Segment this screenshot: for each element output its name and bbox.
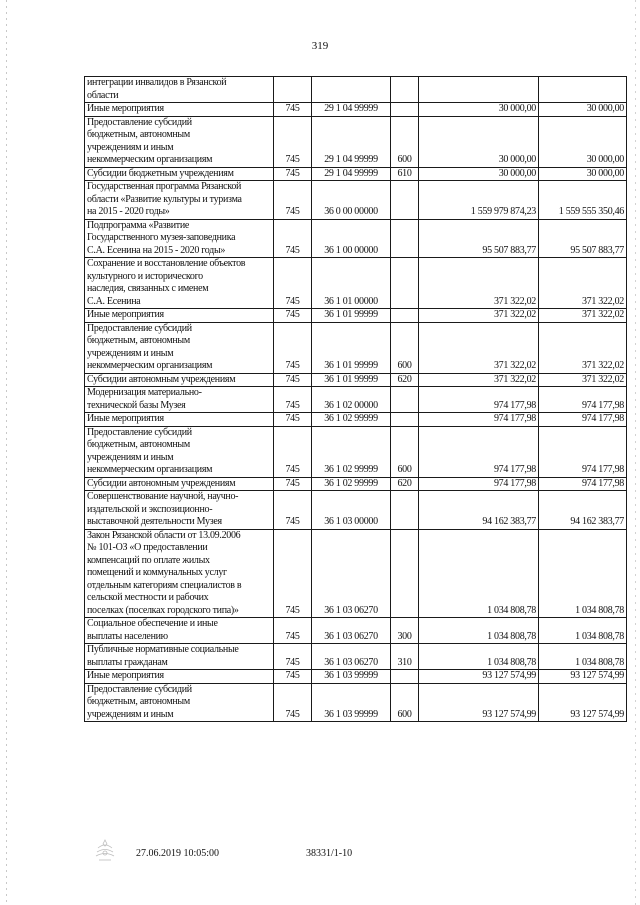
table-row	[85, 181, 627, 220]
cell-vr	[391, 491, 419, 530]
cell-sum2: 95 507 883,77	[539, 219, 627, 258]
cell-vr	[391, 309, 419, 323]
cell-ved: 745	[274, 529, 312, 618]
cell-sum2: 371 322,02	[539, 373, 627, 387]
table-row	[85, 373, 627, 387]
cell-ved: 745	[274, 219, 312, 258]
cell-sum1: 93 127 574,99	[419, 683, 539, 722]
cell-vr: 310	[391, 644, 419, 670]
footer-doc-number: 38331/1-10	[306, 848, 353, 859]
cell-name-line: Субсидии автономным учреждениям	[87, 477, 236, 489]
cell-ved: 745	[274, 644, 312, 670]
cell-sum2: 1 034 808,78	[539, 644, 627, 670]
cell-vr	[391, 77, 419, 103]
cell-name-line: на 2015 - 2020 годы»	[87, 206, 170, 217]
cell-sum1: 371 322,02	[419, 322, 539, 373]
cell-name	[85, 683, 274, 722]
table-row	[85, 322, 627, 373]
cell-name-line: учреждениям и иным	[87, 141, 174, 153]
cell-name	[85, 413, 274, 427]
cell-name-line: Иные мероприятия	[87, 413, 164, 424]
cell-sum2: 371 322,02	[539, 309, 627, 323]
cell-vr: 300	[391, 618, 419, 644]
cell-name-line: Государственного музея-заповедника	[87, 232, 236, 243]
cell-vr	[391, 670, 419, 684]
cell-sum2: 974 177,98	[539, 413, 627, 427]
cell-csr: 36 1 01 00000	[312, 258, 391, 309]
cell-sum2: 371 322,02	[539, 258, 627, 309]
cell-sum1: 974 177,98	[419, 387, 539, 413]
cell-csr: 36 1 02 99999	[312, 413, 391, 427]
cell-name-line: Субсидии бюджетным учреждениям	[87, 167, 234, 179]
cell-sum2: 371 322,02	[539, 322, 627, 373]
cell-name-line: Предоставление субсидий	[87, 683, 192, 695]
table-row	[85, 413, 627, 427]
cell-name-line: сельской местности и рабочих	[87, 592, 209, 603]
cell-csr: 29 1 04 99999	[312, 103, 391, 117]
cell-name-line: Подпрограмма «Развитие	[87, 219, 190, 231]
table-row	[85, 219, 627, 258]
cell-name-line: области	[87, 89, 119, 101]
cell-name-line: выплаты гражданам	[87, 656, 168, 668]
cell-sum2: 93 127 574,99	[539, 683, 627, 722]
cell-vr	[391, 103, 419, 117]
table-body	[85, 77, 627, 722]
cell-name-line: некоммерческим организациям	[87, 464, 213, 475]
cell-sum1: 974 177,98	[419, 413, 539, 427]
cell-sum2: 30 000,00	[539, 103, 627, 117]
cell-name-line: учреждениям и иным	[87, 451, 174, 463]
cell-csr: 36 1 00 00000	[312, 219, 391, 258]
cell-csr: 36 1 03 00000	[312, 491, 391, 530]
cell-name-line: С.А. Есенина на 2015 - 2020 годы»	[87, 244, 226, 256]
cell-ved: 745	[274, 477, 312, 491]
cell-sum2: 974 177,98	[539, 387, 627, 413]
cell-name-line: выплаты населению	[87, 630, 168, 642]
emblem-stamp-icon	[92, 838, 118, 864]
cell-sum1: 94 162 383,77	[419, 491, 539, 530]
cell-name-line: некоммерческим организациям	[87, 154, 213, 165]
cell-csr: 36 1 03 06270	[312, 618, 391, 644]
cell-name-line: компенсаций по оплате жилых	[87, 554, 210, 566]
cell-sum2: 94 162 383,77	[539, 491, 627, 530]
cell-ved: 745	[274, 309, 312, 323]
cell-sum1: 974 177,98	[419, 477, 539, 491]
cell-name-line: Предоставление субсидий	[87, 322, 192, 334]
table-row	[85, 477, 627, 491]
cell-vr	[391, 529, 419, 618]
cell-name-line: Модернизация материально-	[87, 387, 202, 398]
cell-csr: 36 0 00 00000	[312, 181, 391, 220]
cell-name-line: Закон Рязанской области от 13.09.2006	[87, 529, 241, 541]
cell-ved: 745	[274, 387, 312, 413]
cell-sum1: 371 322,02	[419, 373, 539, 387]
cell-sum1: 1 034 808,78	[419, 529, 539, 618]
cell-name	[85, 373, 274, 387]
cell-csr: 36 1 01 99999	[312, 322, 391, 373]
scan-edge-left	[6, 0, 7, 905]
cell-ved: 745	[274, 413, 312, 427]
cell-ved: 745	[274, 258, 312, 309]
cell-sum1: 95 507 883,77	[419, 219, 539, 258]
cell-name-line: культурного и исторического	[87, 270, 203, 282]
cell-sum2: 1 559 555 350,46	[539, 181, 627, 220]
cell-name	[85, 491, 274, 530]
cell-name-line: выставочной деятельности Музея	[87, 516, 222, 527]
cell-csr	[312, 77, 391, 103]
table-row	[85, 618, 627, 644]
table-row	[85, 387, 627, 413]
cell-name-line: бюджетным, автономным	[87, 696, 190, 707]
cell-sum2: 974 177,98	[539, 477, 627, 491]
cell-vr	[391, 413, 419, 427]
cell-name-line: интеграции инвалидов в Рязанской	[87, 77, 227, 88]
cell-name	[85, 426, 274, 477]
cell-ved: 745	[274, 670, 312, 684]
cell-csr: 36 1 02 00000	[312, 387, 391, 413]
cell-name-line: Социальное обеспечение и иные	[87, 618, 218, 629]
cell-vr	[391, 219, 419, 258]
cell-sum2	[539, 77, 627, 103]
page-number: 319	[311, 40, 329, 52]
cell-name-line: Иные мероприятия	[87, 670, 164, 681]
cell-ved: 745	[274, 683, 312, 722]
cell-sum1: 30 000,00	[419, 103, 539, 117]
cell-csr: 36 1 02 99999	[312, 477, 391, 491]
cell-vr: 600	[391, 116, 419, 167]
cell-name-line: учреждениям и иным	[87, 347, 174, 359]
cell-vr	[391, 258, 419, 309]
cell-vr: 620	[391, 373, 419, 387]
cell-vr	[391, 387, 419, 413]
cell-name-line: Предоставление субсидий	[87, 116, 192, 128]
cell-name	[85, 116, 274, 167]
cell-name-line: помещений и коммунальных услуг	[87, 567, 227, 578]
cell-vr: 600	[391, 683, 419, 722]
cell-name-line: бюджетным, автономным	[87, 129, 190, 140]
cell-sum1	[419, 77, 539, 103]
cell-name	[85, 644, 274, 670]
cell-name-line: издательской и экспозиционно-	[87, 503, 213, 515]
cell-vr: 620	[391, 477, 419, 491]
table-row	[85, 683, 627, 722]
table-row	[85, 116, 627, 167]
cell-sum1: 30 000,00	[419, 116, 539, 167]
cell-csr: 36 1 03 06270	[312, 529, 391, 618]
cell-sum1: 30 000,00	[419, 167, 539, 181]
cell-name-line: Совершенствование научной, научно-	[87, 491, 239, 502]
table-row	[85, 167, 627, 181]
cell-ved: 745	[274, 426, 312, 477]
cell-name-line: учреждениям и иным	[87, 708, 174, 720]
cell-csr: 36 1 02 99999	[312, 426, 391, 477]
cell-name-line: некоммерческим организациям	[87, 360, 213, 371]
cell-name	[85, 309, 274, 323]
cell-name	[85, 103, 274, 117]
cell-name-line: наследия, связанных с именем	[87, 283, 209, 294]
cell-name	[85, 670, 274, 684]
cell-csr: 36 1 01 99999	[312, 309, 391, 323]
cell-csr: 29 1 04 99999	[312, 167, 391, 181]
cell-name-line: Предоставление субсидий	[87, 426, 192, 438]
cell-name	[85, 219, 274, 258]
cell-name	[85, 529, 274, 618]
cell-name-line: Иные мероприятия	[87, 103, 164, 114]
cell-sum2: 30 000,00	[539, 116, 627, 167]
cell-ved	[274, 77, 312, 103]
cell-name	[85, 258, 274, 309]
cell-name	[85, 322, 274, 373]
cell-name-line: технической базы Музея	[87, 399, 186, 411]
cell-ved: 745	[274, 373, 312, 387]
cell-csr: 36 1 03 06270	[312, 644, 391, 670]
cell-name-line: № 101-ОЗ «О предоставлении	[87, 542, 208, 553]
cell-name	[85, 618, 274, 644]
table-row	[85, 77, 627, 103]
footer-date: 27.06.2019 10:05:00	[136, 848, 220, 859]
cell-vr	[391, 181, 419, 220]
cell-name-line: поселках (поселках городского типа)»	[87, 604, 239, 616]
cell-sum1: 974 177,98	[419, 426, 539, 477]
table-row	[85, 670, 627, 684]
cell-vr: 600	[391, 426, 419, 477]
cell-name-line: бюджетным, автономным	[87, 335, 190, 346]
cell-csr: 36 1 03 99999	[312, 670, 391, 684]
cell-ved: 745	[274, 116, 312, 167]
cell-sum1: 1 559 979 874,23	[419, 181, 539, 220]
cell-sum1: 1 034 808,78	[419, 618, 539, 644]
cell-vr: 610	[391, 167, 419, 181]
cell-ved: 745	[274, 181, 312, 220]
cell-csr: 36 1 03 99999	[312, 683, 391, 722]
cell-sum2: 974 177,98	[539, 426, 627, 477]
cell-name-line: Иные мероприятия	[87, 309, 164, 320]
cell-name-line: бюджетным, автономным	[87, 439, 190, 450]
cell-ved: 745	[274, 618, 312, 644]
cell-name-line: С.А. Есенина	[87, 295, 141, 307]
cell-name-line: Сохранение и восстановление объектов	[87, 258, 246, 269]
cell-vr: 600	[391, 322, 419, 373]
cell-name	[85, 477, 274, 491]
table-row	[85, 258, 627, 309]
cell-sum1: 1 034 808,78	[419, 644, 539, 670]
cell-ved: 745	[274, 103, 312, 117]
cell-name-line: Государственная программа Рязанской	[87, 181, 242, 192]
table-row	[85, 529, 627, 618]
table-row	[85, 644, 627, 670]
cell-csr: 36 1 01 99999	[312, 373, 391, 387]
cell-sum1: 93 127 574,99	[419, 670, 539, 684]
cell-name	[85, 387, 274, 413]
cell-ved: 745	[274, 491, 312, 530]
table-row	[85, 426, 627, 477]
cell-name	[85, 167, 274, 181]
table-row	[85, 103, 627, 117]
cell-ved: 745	[274, 167, 312, 181]
cell-name-line: области «Развитие культуры и туризма	[87, 193, 242, 205]
cell-sum1: 371 322,02	[419, 309, 539, 323]
cell-name	[85, 77, 274, 103]
cell-sum2: 30 000,00	[539, 167, 627, 181]
scan-edge-right	[635, 0, 636, 905]
cell-name	[85, 181, 274, 220]
cell-name-line: отдельным категориям специалистов в	[87, 579, 242, 591]
budget-table	[84, 76, 627, 722]
cell-sum2: 1 034 808,78	[539, 529, 627, 618]
cell-ved: 745	[274, 322, 312, 373]
cell-name-line: Субсидии автономным учреждениям	[87, 373, 236, 385]
cell-sum1: 371 322,02	[419, 258, 539, 309]
cell-csr: 29 1 04 99999	[312, 116, 391, 167]
table-row	[85, 309, 627, 323]
cell-sum2: 1 034 808,78	[539, 618, 627, 644]
cell-sum2: 93 127 574,99	[539, 670, 627, 684]
cell-name-line: Публичные нормативные социальные	[87, 644, 239, 655]
table-row	[85, 491, 627, 530]
